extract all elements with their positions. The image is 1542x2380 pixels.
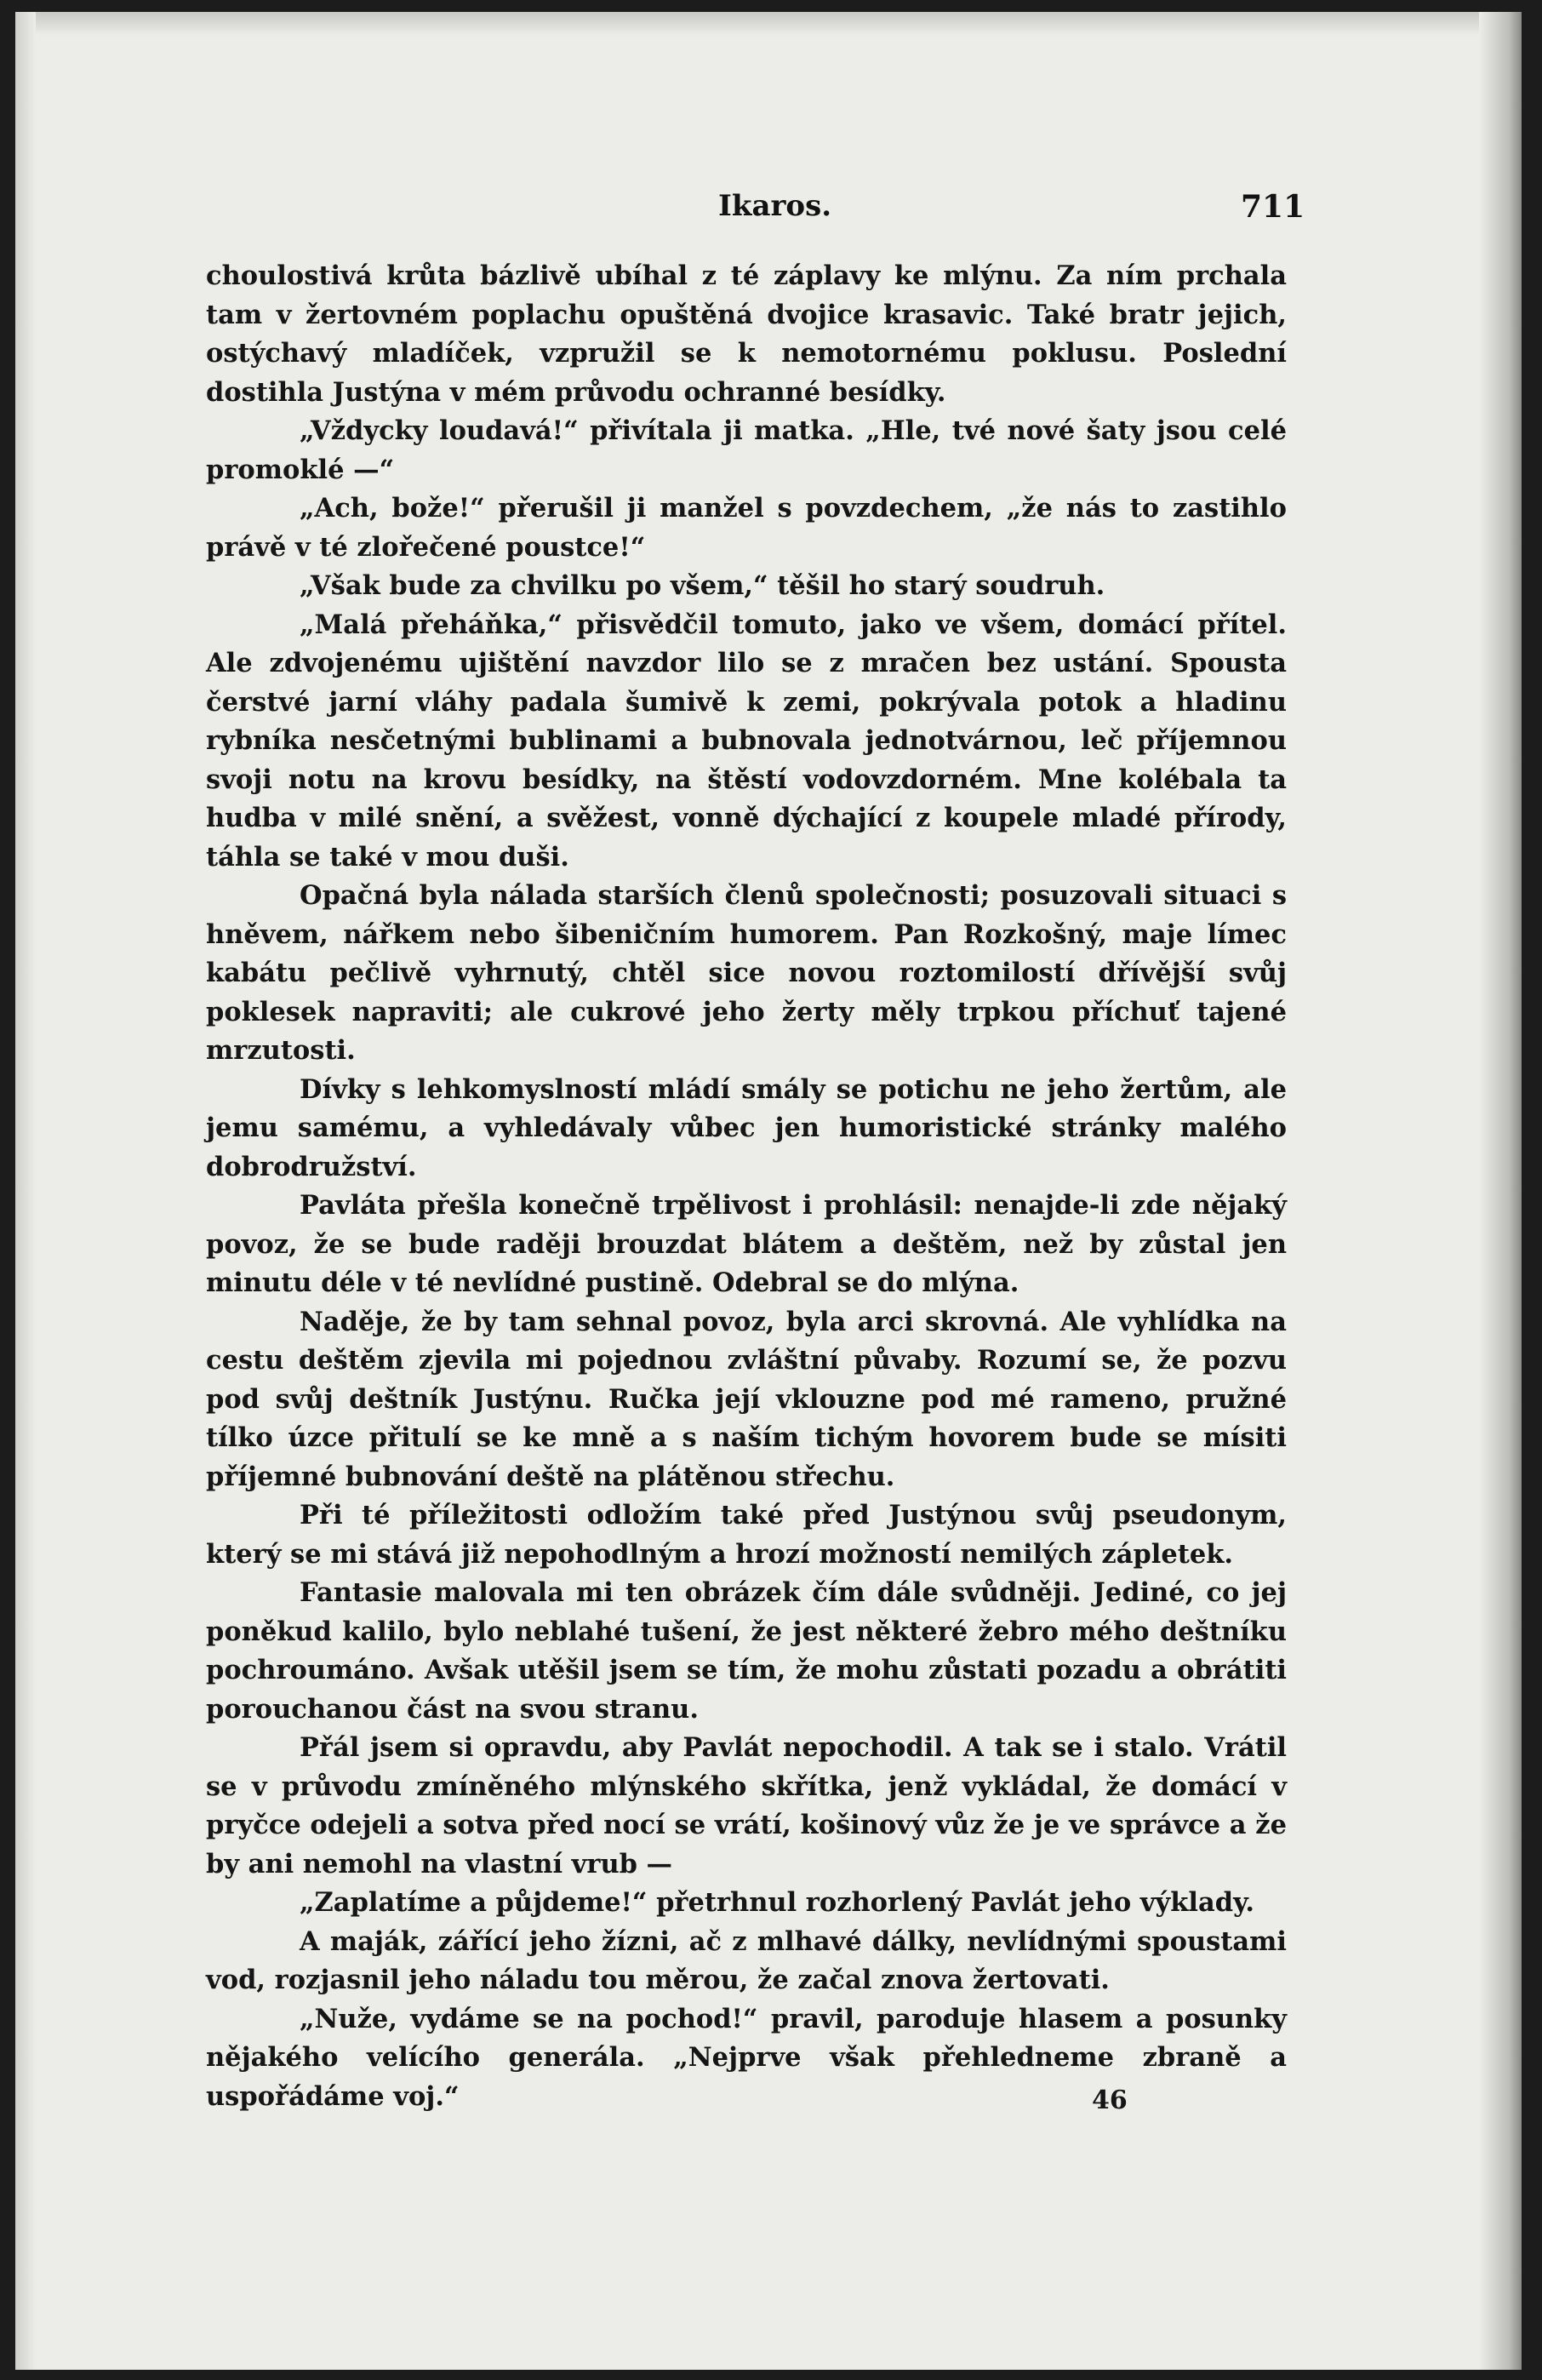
paragraph: Pavláta přešla konečně trpělivost i prohlásil: nenajde-li zde nějaký povoz, že se bude raději brouzdat blátem a deštěm, než by zůstal jen minutu déle v té nevlídné pustině. Odebral se do mlýna. (206, 1190, 1287, 1298)
paragraph: „Vždycky loudavá!“ přivítala ji matka. „Hle, tvé nové šaty jsou celé promoklé —“ (206, 415, 1287, 485)
paragraph: „Malá přeháňka,“ přisvědčil tomuto, jako ve všem, domácí přítel. Ale zdvojenému ujištění navzdor lilo se z mračen bez ustání. Spousta čerstvé jarní vláhy padala šumivě k zemi, pokrývala potok a hladinu rybníka nesčetnými bublinami a bubnovala jednotvárnou, leč příjemnou svoji notu na krovu besídky, na štěstí vodovzdorném. Mne kolébala ta hudba v milé snění, a svěžest, vonně dýchající z koupele mladé přírody, táhla se také v mou duši. (206, 609, 1287, 872)
paragraph: „Ach, bože!“ přerušil ji manžel s povzdechem, „že nás to zastihlo právě v té zlořečené poustce!“ (206, 493, 1287, 563)
book-page (15, 12, 1522, 2370)
paragraph: Při té příležitosti odložím také před Justýnou svůj pseudonym, který se mi stává již nepohodlným a hrozí možností nemilých zápletek. (206, 1500, 1287, 1570)
page-header (15, 182, 1522, 233)
paragraph: choulostivá krůta bázlivě ubíhal z té záplavy ke mlýnu. Za ním prchala tam v žertovném poplachu opuštěná dvojice krasavic. Také bratr jejich, ostýchavý mladíček, vzpružil se k nemotornému poklusu. Poslední dostihla Justýna v mém průvodu ochranné besídky. (206, 260, 1287, 408)
paragraph: Opačná byla nálada starších členů společnosti; posuzovali situaci s hněvem, nářkem nebo šibeničním humorem. Pan Rozkošný, maje límec kabátu pečlivě vyhrnutý, chtěl sice novou roztomilostí dřívější svůj poklesek napraviti; ale cukrové jeho žerty měly trpkou příchuť tajené mrzutosti. (206, 880, 1287, 1066)
paragraph: Naděje, že by tam sehnal povoz, byla arci skrovná. Ale vyhlídka na cestu deštěm zjevila mi pojednou zvláštní půvaby. Rozumí se, že pozvu pod svůj deštník Justýnu. Ručka její vklouzne pod mé rameno, pružné tílko úzce přitulí se ke mně a s naším tichým hovorem bude se mísiti příjemné bubnování deště na plátěnou střechu. (206, 1306, 1287, 1492)
paragraph: „Však bude za chvilku po všem,“ těšil ho starý soudruh. (300, 570, 1105, 601)
paragraph: „Nuže, vydáme se na pochod!“ pravil, paroduje hlasem a posunky nějakého velícího generála. „Nejprve však přehledneme zbraně a uspořádáme voj.“ (206, 2003, 1287, 2112)
paragraph: „Zaplatíme a půjdeme!“ přetrhnul rozhorlený Pavlát jeho výklady. (300, 1887, 1254, 1918)
body-text (206, 257, 1287, 2116)
page-edge-shadow (1479, 12, 1522, 2370)
paragraph: Přál jsem si opravdu, aby Pavlát nepochodil. A tak se i stalo. Vrátil se v průvodu zmíněného mlýnského skřítka, jenž vykládal, že domácí v pryčce odejeli a sotva před nocí se vrátí, košinový vůz že je ve správce a že by ani nemohl na vlastní vrub — (206, 1732, 1287, 1879)
signature-mark: 46 (1092, 2085, 1128, 2115)
page-number: 711 (1241, 189, 1305, 225)
paragraph: A maják, zářící jeho žízni, ač z mlhavé dálky, nevlídnými spoustami vod, rozjasnil jeho náladu tou měrou, že začal znova žertovati. (206, 1925, 1287, 1995)
running-title: Ikaros. (718, 189, 832, 223)
paragraph: Fantasie malovala mi ten obrázek čím dále svůdněji. Jediné, co jej poněkud kalilo, bylo neblahé tušení, že jest některé žebro mého deštníku pochroumáno. Avšak utěšil jsem se tím, že mohu zůstati pozadu a obrátiti porouchanou část na svou stranu. (206, 1577, 1287, 1725)
paragraph: Dívky s lehkomyslností mládí smály se potichu ne jeho žertům, ale jemu samému, a vyhledávaly vůbec jen humoristické stránky malého dobrodružství. (206, 1073, 1287, 1182)
